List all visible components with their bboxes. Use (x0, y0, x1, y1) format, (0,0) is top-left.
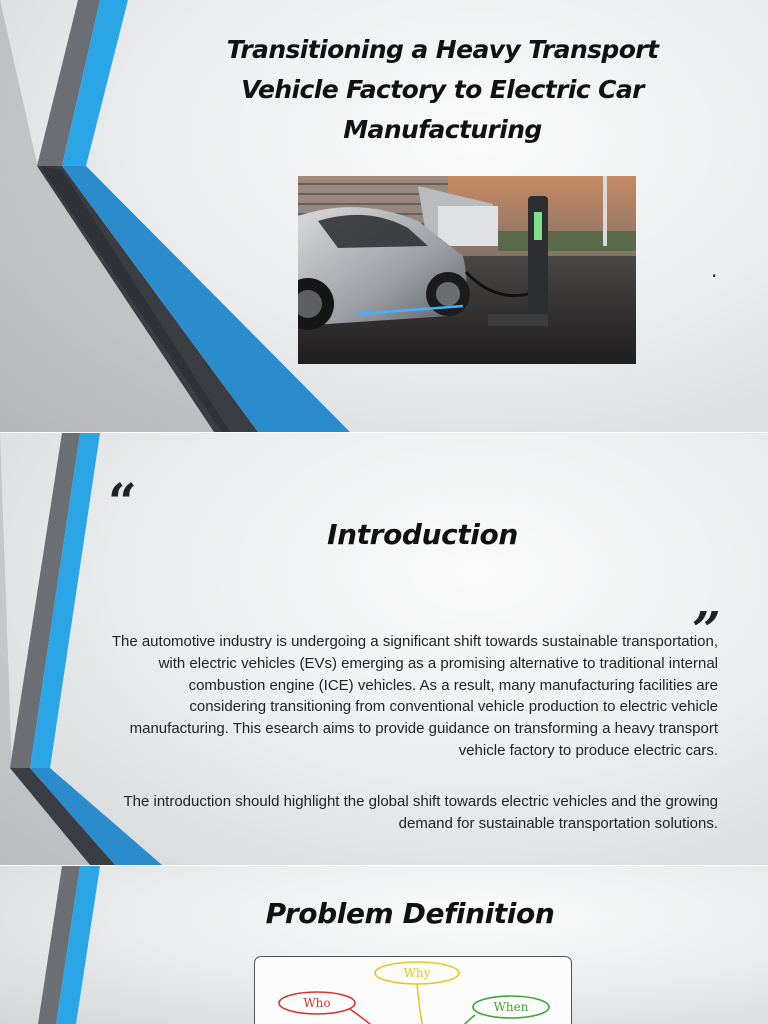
intro-paragraph-2: The introduction should highlight the global shift towards electric vehicles and the growing demand for sustainable transportation solutions. (123, 793, 718, 832)
mindmap-diagram (254, 956, 572, 1024)
slide-marker-dot: . (711, 258, 718, 282)
slide-problem-heading: Problem Definition (265, 897, 555, 930)
slide-problem-definition (0, 866, 768, 1024)
close-quote-mark: ” (692, 600, 721, 659)
svg-text:When: When (493, 1000, 529, 1014)
ev-charging-photo (298, 176, 636, 364)
mindmap-node-when (473, 996, 549, 1018)
slide-decoration (0, 866, 140, 1024)
open-quote-mark: “ (108, 472, 137, 531)
slide-introduction (0, 433, 768, 865)
mindmap-node-who (279, 992, 355, 1014)
slide-title-heading: Transitioning a Heavy Transport Vehicle Factory to Electric Car Manufacturing (226, 35, 659, 144)
svg-text:Who: Who (303, 996, 331, 1010)
slide-introduction-heading: Introduction (327, 518, 518, 551)
intro-paragraph-1: The automotive industry is undergoing a significant shift towards sustainable transportation, with electric vehicles (EVs) emerging as a promising alternative to traditional internal combustion engine (ICE) vehicles. As a result, many manufacturing facilities are considering transitioning from conventional vehicle production to electric vehicle manufacturing. This esearch aims to provide guidance on transforming a heavy transport vehicle factory to produce electric cars. (111, 633, 718, 759)
svg-text:Why: Why (403, 966, 431, 980)
slide-title (0, 0, 768, 432)
mindmap-node-why (375, 962, 459, 984)
